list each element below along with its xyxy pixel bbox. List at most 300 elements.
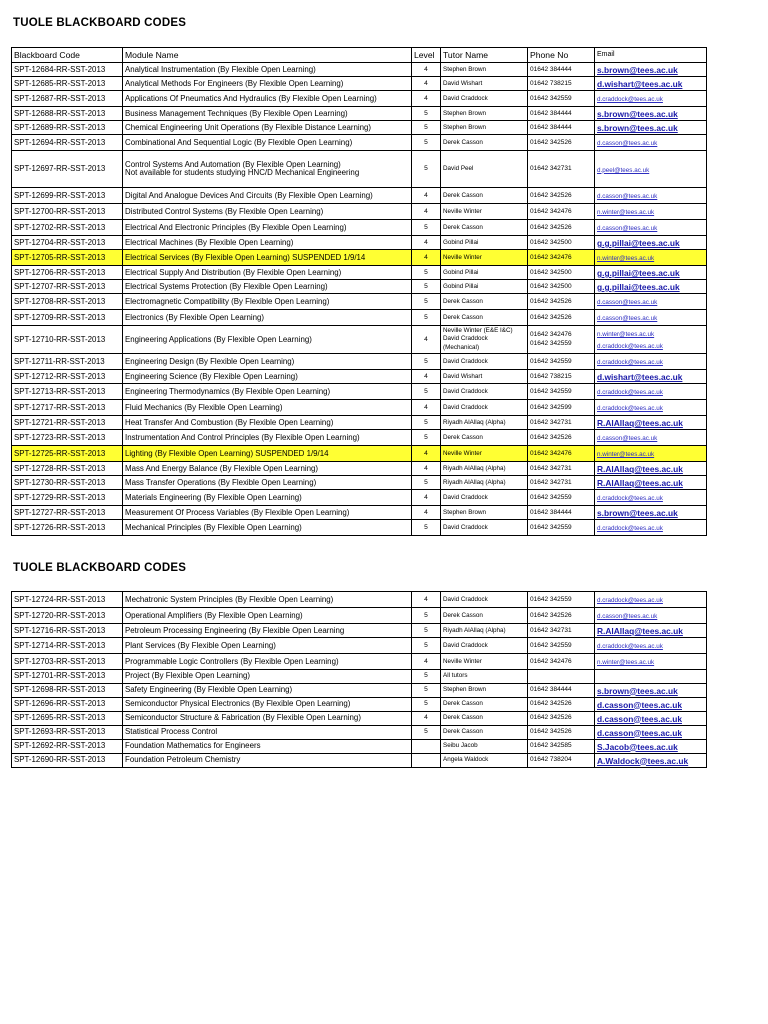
email-link[interactable]: d.craddock@tees.ac.uk [597, 597, 663, 604]
email-link[interactable]: n.winter@tees.ac.uk [597, 209, 655, 216]
phone-cell: 01642 342526 [528, 310, 595, 326]
email-cell [595, 739, 707, 753]
level-cell: 4 [412, 236, 441, 250]
email-cell [595, 446, 707, 462]
tutor-name-cell: Stephen Brown [441, 63, 528, 77]
phone-cell: 01642 342599 [528, 400, 595, 416]
level-cell: 5 [412, 624, 441, 638]
level-cell: 5 [412, 220, 441, 236]
email-link[interactable]: s.brown@tees.ac.uk [597, 123, 678, 133]
level-cell: 5 [412, 135, 441, 151]
phone-cell: 01642 738204 [528, 753, 595, 767]
email-link[interactable]: n.winter@tees.ac.uk [597, 255, 655, 262]
blackboard-code-cell: SPT-12684-RR-SST-2013 [12, 63, 123, 77]
email-link[interactable]: g.g.pillai@tees.ac.uk [597, 268, 680, 278]
blackboard-code-cell: SPT-12711-RR-SST-2013 [12, 354, 123, 370]
tutor-name-cell: Stephen Brown [441, 121, 528, 135]
blackboard-code-cell: SPT-12688-RR-SST-2013 [12, 107, 123, 121]
phone-cell: 01642 342526 [528, 188, 595, 204]
tutor-name-cell: Stephen Brown [441, 683, 528, 697]
module-name-cell: Engineering Thermodynamics (By Flexible Open Learning) [123, 384, 412, 400]
tutor-name-cell: Derek Casson [441, 711, 528, 725]
level-cell: 5 [412, 280, 441, 294]
email-link[interactable]: d.craddock@tees.ac.uk [597, 96, 663, 103]
table-row [12, 697, 707, 711]
tutor-name-cell: Stephen Brown [441, 506, 528, 520]
tutor-name-cell: Gobind Pillai [441, 266, 528, 280]
phone-cell: 01642 342559 [528, 354, 595, 370]
table-row [12, 370, 707, 384]
table-row [12, 236, 707, 250]
level-cell: 4 [412, 446, 441, 462]
table-row [12, 280, 707, 294]
table-row [12, 506, 707, 520]
table-row [12, 416, 707, 430]
email-cell [595, 384, 707, 400]
email-cell [595, 135, 707, 151]
blackboard-code-cell: SPT-12690-RR-SST-2013 [12, 753, 123, 767]
blackboard-code-cell: SPT-12695-RR-SST-2013 [12, 711, 123, 725]
phone-cell: 01642 342731 [528, 416, 595, 430]
email-cell [595, 592, 707, 608]
blackboard-code-cell: SPT-12706-RR-SST-2013 [12, 266, 123, 280]
blackboard-code-cell: SPT-12700-RR-SST-2013 [12, 204, 123, 220]
table-row [12, 63, 707, 77]
email-cell [595, 370, 707, 384]
blackboard-code-cell: SPT-12687-RR-SST-2013 [12, 91, 123, 107]
email-cell [595, 400, 707, 416]
email-link[interactable]: d.casson@tees.ac.uk [597, 727, 682, 738]
level-cell: 5 [412, 294, 441, 310]
module-name-cell [123, 151, 412, 188]
module-name-cell: Materials Engineering (By Flexible Open Learning) [123, 490, 412, 506]
module-name-cell: Lighting (By Flexible Open Learning) SUSPENDED 1/9/14 [123, 446, 412, 462]
email-cell [595, 638, 707, 654]
email-link[interactable]: d.wishart@tees.ac.uk [597, 372, 683, 382]
blackboard-code-cell: SPT-12723-RR-SST-2013 [12, 430, 123, 446]
email-cell [595, 670, 707, 684]
tutor-name-cell: Derek Casson [441, 294, 528, 310]
blackboard-code-cell: SPT-12712-RR-SST-2013 [12, 370, 123, 384]
phone-cell: 01642 342559 [528, 490, 595, 506]
blackboard-code-cell: SPT-12725-RR-SST-2013 [12, 446, 123, 462]
email-cell [595, 608, 707, 624]
level-cell: 4 [412, 91, 441, 107]
email-link[interactable]: d.casson@tees.ac.uk [597, 613, 658, 620]
email-cell [595, 121, 707, 135]
table-row [12, 91, 707, 107]
table-row [12, 384, 707, 400]
table-row [12, 77, 707, 91]
module-name-cell: Electrical And Electronic Principles (By Flexible Open Learning) [123, 220, 412, 236]
tutor-name-cell: David Craddock [441, 638, 528, 654]
module-name-cell: Heat Transfer And Combustion (By Flexible Open Learning) [123, 416, 412, 430]
blackboard-code-cell: SPT-12702-RR-SST-2013 [12, 220, 123, 236]
table-row [12, 121, 707, 135]
module-name-cell: Analytical Methods For Engineers (By Flexible Open Learning) [123, 77, 412, 91]
module-name-cell: Instrumentation And Control Principles (By Flexible Open Learning) [123, 430, 412, 446]
level-cell: 5 [412, 608, 441, 624]
email-link[interactable]: d.wishart@tees.ac.uk [597, 79, 683, 89]
tutor-name-cell: Derek Casson [441, 608, 528, 624]
email-link[interactable]: n.winter@tees.ac.uk [597, 659, 655, 666]
tutor-name-cell: Derek Casson [441, 310, 528, 326]
email-line [597, 328, 704, 340]
email-cell [595, 204, 707, 220]
level-cell: 4 [412, 490, 441, 506]
tutor-name-cell: David Wishart [441, 77, 528, 91]
tutor-name-cell: David Craddock [441, 592, 528, 608]
blackboard-code-cell: SPT-12717-RR-SST-2013 [12, 400, 123, 416]
module-name-cell: Safety Engineering (By Flexible Open Learning) [123, 683, 412, 697]
table-row [12, 266, 707, 280]
module-name-cell: Mass Transfer Operations (By Flexible Open Learning) [123, 476, 412, 490]
table-row [12, 250, 707, 266]
blackboard-code-cell: SPT-12699-RR-SST-2013 [12, 188, 123, 204]
phone-cell: 01642 342500 [528, 266, 595, 280]
blackboard-code-cell: SPT-12729-RR-SST-2013 [12, 490, 123, 506]
email-cell [595, 520, 707, 536]
tutor-name-cell: Riyadh AlAllaq (Alpha) [441, 624, 528, 638]
blackboard-code-cell: SPT-12696-RR-SST-2013 [12, 697, 123, 711]
phone-cell: 01642 384444 [528, 683, 595, 697]
level-cell [412, 753, 441, 767]
tutor-name-cell: David Craddock [441, 490, 528, 506]
tutor-name-cell: Gobind Pillai [441, 280, 528, 294]
email-link[interactable]: d.peel@tees.ac.uk [597, 166, 650, 174]
level-cell: 5 [412, 430, 441, 446]
tutor-name-cell: All tutors [441, 670, 528, 684]
module-name-cell: Semiconductor Physical Electronics (By Flexible Open Learning) [123, 697, 412, 711]
table-row [12, 624, 707, 638]
email-link[interactable]: R.AlAllaq@tees.ac.uk [597, 478, 683, 488]
blackboard-code-cell: SPT-12701-RR-SST-2013 [12, 670, 123, 684]
email-cell [595, 753, 707, 767]
tutor-name-cell: David Craddock [441, 400, 528, 416]
tutor-name-cell: Derek Casson [441, 725, 528, 739]
phone-cell: 01642 342731 [528, 462, 595, 476]
level-cell: 5 [412, 416, 441, 430]
module-name-cell: Electrical Machines (By Flexible Open Learning) [123, 236, 412, 250]
tutor-name-cell [441, 326, 528, 354]
email-link[interactable]: d.casson@tees.ac.uk [597, 225, 658, 232]
phone-number: 01642 342476 [530, 331, 572, 338]
blackboard-code-cell: SPT-12707-RR-SST-2013 [12, 280, 123, 294]
level-cell: 4 [412, 204, 441, 220]
tutor-name-cell: Neville Winter [441, 250, 528, 266]
blackboard-code-cell: SPT-12720-RR-SST-2013 [12, 608, 123, 624]
tutor-name-cell: Neville Winter [441, 446, 528, 462]
blackboard-code-cell: SPT-12714-RR-SST-2013 [12, 638, 123, 654]
phone-cell: 01642 342559 [528, 592, 595, 608]
level-cell: 4 [412, 326, 441, 354]
table-row [12, 608, 707, 624]
header-module: Module Name [123, 48, 412, 63]
blackboard-code-cell: SPT-12727-RR-SST-2013 [12, 506, 123, 520]
level-cell: 4 [412, 63, 441, 77]
module-name-cell: Digital And Analogue Devices And Circuits (By Flexible Open Learning) [123, 188, 412, 204]
level-cell: 5 [412, 107, 441, 121]
level-cell: 5 [412, 384, 441, 400]
email-cell [595, 250, 707, 266]
table-row [12, 151, 707, 188]
email-link[interactable]: g.g.pillai@tees.ac.uk [597, 282, 680, 292]
tutor-note: (Mechanical) [443, 343, 480, 351]
email-cell [595, 416, 707, 430]
blackboard-codes-table-1 [11, 47, 707, 536]
email-link[interactable]: s.brown@tees.ac.uk [597, 109, 678, 119]
module-name-cell: Electrical Supply And Distribution (By Flexible Open Learning) [123, 266, 412, 280]
table-row [12, 711, 707, 725]
table-row [12, 476, 707, 490]
phone-cell: 01642 342559 [528, 638, 595, 654]
phone-cell: 01642 342476 [528, 654, 595, 670]
module-name-cell: Electromagnetic Compatibility (By Flexible Open Learning) [123, 294, 412, 310]
module-name-cell: Foundation Petroleum Chemistry [123, 753, 412, 767]
email-link[interactable]: d.craddock@tees.ac.uk [597, 525, 663, 532]
phone-cell: 01642 342476 [528, 250, 595, 266]
module-name-cell: Business Management Techniques (By Flexible Open Learning) [123, 107, 412, 121]
phone-cell: 01642 342526 [528, 294, 595, 310]
tutor-name-cell: David Craddock [441, 520, 528, 536]
email-link[interactable]: d.casson@tees.ac.uk [597, 299, 658, 306]
email-link[interactable]: R.AlAllaq@tees.ac.uk [597, 626, 683, 636]
module-name-cell: Electrical Systems Protection (By Flexible Open Learning) [123, 280, 412, 294]
email-link[interactable]: d.craddock@tees.ac.uk [597, 389, 663, 396]
blackboard-code-cell: SPT-12721-RR-SST-2013 [12, 416, 123, 430]
blackboard-code-cell: SPT-12689-RR-SST-2013 [12, 121, 123, 135]
email-cell [595, 188, 707, 204]
blackboard-code-cell: SPT-12713-RR-SST-2013 [12, 384, 123, 400]
module-name-cell: Distributed Control Systems (By Flexible Open Learning) [123, 204, 412, 220]
tutor-name-cell: Derek Casson [441, 697, 528, 711]
module-name-cell: Engineering Science (By Flexible Open Learning) [123, 370, 412, 384]
email-link[interactable]: s.brown@tees.ac.uk [597, 685, 678, 696]
tutor-name: Neville Winter (E&E I&C) [443, 326, 513, 334]
email-link[interactable]: S.Jacob@tees.ac.uk [597, 741, 678, 752]
phone-cell: 01642 342585 [528, 739, 595, 753]
email-cell [595, 354, 707, 370]
phone-cell: 01642 342526 [528, 711, 595, 725]
level-cell: 4 [412, 592, 441, 608]
tutor-name-cell: Derek Casson [441, 188, 528, 204]
blackboard-codes-table-2 [11, 591, 707, 768]
email-line [597, 340, 704, 352]
email-link[interactable]: g.g.pillai@tees.ac.uk [597, 238, 680, 248]
email-link[interactable]: d.casson@tees.ac.uk [597, 193, 658, 200]
blackboard-code-cell: SPT-12710-RR-SST-2013 [12, 326, 123, 354]
blackboard-code-cell: SPT-12698-RR-SST-2013 [12, 683, 123, 697]
level-cell: 4 [412, 506, 441, 520]
email-cell [595, 430, 707, 446]
email-cell [595, 294, 707, 310]
module-name-cell: Electrical Services (By Flexible Open Learning) SUSPENDED 1/9/14 [123, 250, 412, 266]
email-link[interactable]: d.casson@tees.ac.uk [597, 699, 682, 710]
phone-cell: 01642 342526 [528, 697, 595, 711]
email-cell [595, 506, 707, 520]
header-level: Level [412, 48, 441, 63]
table-row [12, 683, 707, 697]
email-link[interactable]: d.casson@tees.ac.uk [597, 315, 658, 322]
tutor-name-cell: Riyadh AlAllaq (Alpha) [441, 476, 528, 490]
blackboard-code-cell: SPT-12728-RR-SST-2013 [12, 462, 123, 476]
module-name-cell: Fluid Mechanics (By Flexible Open Learning) [123, 400, 412, 416]
level-cell: 5 [412, 354, 441, 370]
tutor-name-cell: David Craddock [441, 384, 528, 400]
table-row [12, 220, 707, 236]
level-cell: 5 [412, 520, 441, 536]
tutor-name-cell: Stephen Brown [441, 107, 528, 121]
table-row [12, 638, 707, 654]
module-name-cell: Analytical Instrumentation (By Flexible Open Learning) [123, 63, 412, 77]
email-link[interactable]: d.craddock@tees.ac.uk [597, 342, 663, 350]
phone-cell: 01642 342526 [528, 430, 595, 446]
blackboard-code-cell: SPT-12705-RR-SST-2013 [12, 250, 123, 266]
phone-cell: 01642 342526 [528, 725, 595, 739]
module-name: Control Systems And Automation (By Flexible Open Learning) [125, 159, 341, 169]
email-link[interactable]: d.casson@tees.ac.uk [597, 435, 658, 442]
module-name-cell: Operational Amplifiers (By Flexible Open Learning) [123, 608, 412, 624]
email-cell [595, 91, 707, 107]
module-name-cell: Mechanical Principles (By Flexible Open Learning) [123, 520, 412, 536]
level-cell: 4 [412, 654, 441, 670]
module-name-cell: Engineering Design (By Flexible Open Learning) [123, 354, 412, 370]
email-link[interactable]: n.winter@tees.ac.uk [597, 331, 655, 338]
table-row [12, 739, 707, 753]
module-name-cell: Engineering Applications (By Flexible Open Learning) [123, 326, 412, 354]
table-row [12, 592, 707, 608]
module-name-cell: Combinational And Sequential Logic (By Flexible Open Learning) [123, 135, 412, 151]
email-cell [595, 697, 707, 711]
email-link[interactable]: n.winter@tees.ac.uk [597, 451, 655, 458]
phone-cell: 01642 342526 [528, 220, 595, 236]
level-cell: 4 [412, 188, 441, 204]
email-link[interactable]: s.brown@tees.ac.uk [597, 508, 678, 518]
phone-number: 01642 342559 [530, 339, 572, 347]
module-name-cell: Statistical Process Control [123, 725, 412, 739]
tutor-name: David Craddock [443, 335, 488, 343]
tutor-name-cell: Seibu Jacob [441, 739, 528, 753]
section-1-title: TUOLE BLACKBOARD CODES [13, 17, 187, 29]
table-row [12, 520, 707, 536]
blackboard-code-cell: SPT-12704-RR-SST-2013 [12, 236, 123, 250]
phone-cell: 01642 384444 [528, 63, 595, 77]
email-link[interactable]: s.brown@tees.ac.uk [597, 65, 678, 75]
email-link[interactable]: d.craddock@tees.ac.uk [597, 495, 663, 502]
module-name-cell: Mass And Energy Balance (By Flexible Open Learning) [123, 462, 412, 476]
table-row [12, 107, 707, 121]
email-cell [595, 624, 707, 638]
tutor-name-cell: David Craddock [441, 354, 528, 370]
email-link[interactable]: d.casson@tees.ac.uk [597, 713, 682, 724]
email-link[interactable]: d.craddock@tees.ac.uk [597, 405, 663, 412]
tutor-name-cell: David Peel [441, 151, 528, 188]
blackboard-code-cell: SPT-12709-RR-SST-2013 [12, 310, 123, 326]
blackboard-code-cell: SPT-12730-RR-SST-2013 [12, 476, 123, 490]
phone-cell: 01642 384444 [528, 506, 595, 520]
section-2-title: TUOLE BLACKBOARD CODES [13, 562, 187, 574]
phone-cell: 01642 342559 [528, 91, 595, 107]
level-cell: 5 [412, 266, 441, 280]
level-cell: 5 [412, 638, 441, 654]
email-link[interactable]: d.craddock@tees.ac.uk [597, 643, 663, 650]
module-name-cell: Semiconductor Structure & Fabrication (By Flexible Open Learning) [123, 711, 412, 725]
phone-cell: 01642 342731 [528, 151, 595, 188]
blackboard-code-cell: SPT-12726-RR-SST-2013 [12, 520, 123, 536]
blackboard-code-cell: SPT-12692-RR-SST-2013 [12, 739, 123, 753]
level-cell: 4 [412, 370, 441, 384]
level-cell: 4 [412, 711, 441, 725]
table-row [12, 354, 707, 370]
level-cell: 5 [412, 151, 441, 188]
tutor-name-cell: Derek Casson [441, 430, 528, 446]
phone-cell: 01642 342500 [528, 236, 595, 250]
phone-cell: 01642 342559 [528, 520, 595, 536]
level-cell: 5 [412, 670, 441, 684]
module-name-cell: Foundation Mathematics for Engineers [123, 739, 412, 753]
level-cell: 4 [412, 250, 441, 266]
email-cell [595, 711, 707, 725]
email-link[interactable]: d.casson@tees.ac.uk [597, 140, 658, 147]
tutor-name-cell: David Craddock [441, 91, 528, 107]
tutor-name-cell: Gobind Pillai [441, 236, 528, 250]
phone-cell: 01642 342526 [528, 608, 595, 624]
tutor-name-cell: Derek Casson [441, 135, 528, 151]
phone-cell: 01642 738215 [528, 370, 595, 384]
module-name-cell: Applications Of Pneumatics And Hydraulics (By Flexible Open Learning) [123, 91, 412, 107]
blackboard-code-cell: SPT-12724-RR-SST-2013 [12, 592, 123, 608]
phone-cell: 01642 738215 [528, 77, 595, 91]
email-link[interactable]: R.AlAllaq@tees.ac.uk [597, 464, 683, 474]
tutor-name-cell: Derek Casson [441, 220, 528, 236]
phone-cell: 01642 384444 [528, 121, 595, 135]
tutor-name-cell: Riyadh AlAllaq (Alpha) [441, 462, 528, 476]
level-cell: 5 [412, 310, 441, 326]
header-email: Email [595, 48, 707, 63]
module-name-cell: Chemical Engineering Unit Operations (By Flexible Distance Learning) [123, 121, 412, 135]
phone-cell [528, 326, 595, 354]
email-cell [595, 490, 707, 506]
table-row [12, 204, 707, 220]
phone-cell: 01642 342731 [528, 476, 595, 490]
email-cell [595, 326, 707, 354]
header-tutor: Tutor Name [441, 48, 528, 63]
level-cell: 5 [412, 121, 441, 135]
email-link[interactable]: R.AlAllaq@tees.ac.uk [597, 418, 683, 428]
email-link[interactable]: d.craddock@tees.ac.uk [597, 359, 663, 366]
email-cell [595, 462, 707, 476]
email-cell [595, 220, 707, 236]
phone-cell: 01642 342526 [528, 135, 595, 151]
email-cell [595, 280, 707, 294]
phone-cell: 01642 342731 [528, 624, 595, 638]
phone-cell: 01642 342559 [528, 384, 595, 400]
blackboard-code-cell: SPT-12693-RR-SST-2013 [12, 725, 123, 739]
header-code: Blackboard Code [12, 48, 123, 63]
email-cell [595, 476, 707, 490]
email-cell [595, 310, 707, 326]
table-row [12, 462, 707, 476]
blackboard-code-cell: SPT-12694-RR-SST-2013 [12, 135, 123, 151]
email-cell [595, 266, 707, 280]
email-link[interactable]: A.Waldock@tees.ac.uk [597, 755, 689, 766]
module-name-cell: Programmable Logic Controllers (By Flexible Open Learning) [123, 654, 412, 670]
module-name-cell: Electronics (By Flexible Open Learning) [123, 310, 412, 326]
phone-cell: 01642 342476 [528, 204, 595, 220]
email-cell [595, 654, 707, 670]
tutor-name-cell: Neville Winter [441, 654, 528, 670]
email-cell [595, 151, 707, 188]
